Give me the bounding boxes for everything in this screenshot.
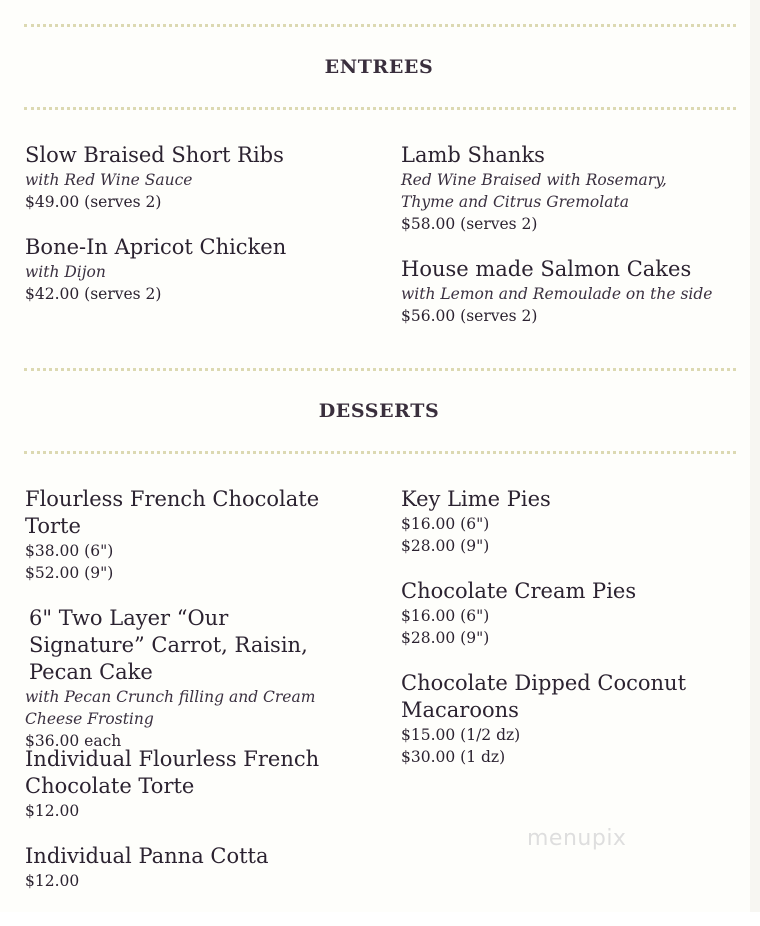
- item-price: $36.00 each: [25, 732, 122, 750]
- item-price-9in: $52.00 (9"): [25, 564, 114, 582]
- item-price-6in: $16.00 (6"): [401, 607, 490, 625]
- item-price-6in: $16.00 (6"): [401, 515, 490, 533]
- item-description: with Red Wine Sauce: [25, 171, 193, 189]
- item-price-9in: $28.00 (9"): [401, 537, 490, 555]
- section-heading-entrees: ENTREES: [324, 56, 434, 78]
- item-name: Individual Panna Cotta: [25, 844, 269, 868]
- item-price-dozen: $30.00 (1 dz): [401, 748, 506, 766]
- menu-item-key-lime-pies: [401, 486, 746, 557]
- item-price: $12.00: [25, 872, 80, 890]
- item-price: $49.00 (serves 2): [25, 193, 162, 211]
- item-name: House made Salmon Cakes: [401, 257, 692, 281]
- page-edge: [0, 912, 760, 926]
- item-price: $12.00: [25, 802, 80, 820]
- item-name: Bone-In Apricot Chicken: [25, 235, 287, 259]
- item-price-6in: $38.00 (6"): [25, 542, 114, 560]
- menu-item-individual-torte: [25, 746, 325, 822]
- item-price-half-dozen: $15.00 (1/2 dz): [401, 726, 521, 744]
- menu-item-salmon-cakes: [401, 256, 746, 327]
- item-price: $56.00 (serves 2): [401, 307, 538, 325]
- item-name: Lamb Shanks: [401, 143, 545, 167]
- item-price: $58.00 (serves 2): [401, 215, 538, 233]
- dotted-divider: [24, 368, 736, 371]
- item-name: Flourless French Chocolate Torte: [25, 487, 320, 538]
- item-name: 6" Two Layer “Our Signature” Carrot, Raisin, Pecan Cake: [29, 606, 308, 684]
- menu-item-chocolate-torte: [25, 486, 325, 584]
- item-description: with Dijon: [25, 263, 106, 281]
- item-description: with Pecan Crunch filling and Cream Cheese Frosting: [25, 688, 316, 728]
- watermark-logo: menupix: [527, 826, 627, 851]
- menu-item-lamb-shanks: [401, 142, 701, 235]
- section-heading-desserts: DESSERTS: [318, 400, 440, 422]
- item-price-9in: $28.00 (9"): [401, 629, 490, 647]
- menu-item-apricot-chicken: [25, 234, 365, 305]
- dotted-divider: [24, 24, 736, 27]
- item-name: Chocolate Dipped Coconut Macaroons: [401, 671, 687, 722]
- page-edge: [750, 0, 760, 926]
- menu-item-carrot-cake: [25, 605, 345, 752]
- item-name: Individual Flourless French Chocolate Torte: [25, 747, 320, 798]
- menu-item-coconut-macaroons: [401, 670, 701, 768]
- item-name: Key Lime Pies: [401, 487, 551, 511]
- item-description: with Lemon and Remoulade on the side: [401, 285, 713, 303]
- item-price: $42.00 (serves 2): [25, 285, 162, 303]
- menu-item-short-ribs: [25, 142, 365, 213]
- item-description: Red Wine Braised with Rosemary, Thyme and Citrus Gremolata: [401, 171, 667, 211]
- dotted-divider: [24, 451, 736, 454]
- menu-item-chocolate-cream-pies: [401, 578, 746, 649]
- item-name: Slow Braised Short Ribs: [25, 143, 284, 167]
- menu-item-panna-cotta: [25, 843, 365, 892]
- item-name: Chocolate Cream Pies: [401, 579, 637, 603]
- dotted-divider: [24, 107, 736, 110]
